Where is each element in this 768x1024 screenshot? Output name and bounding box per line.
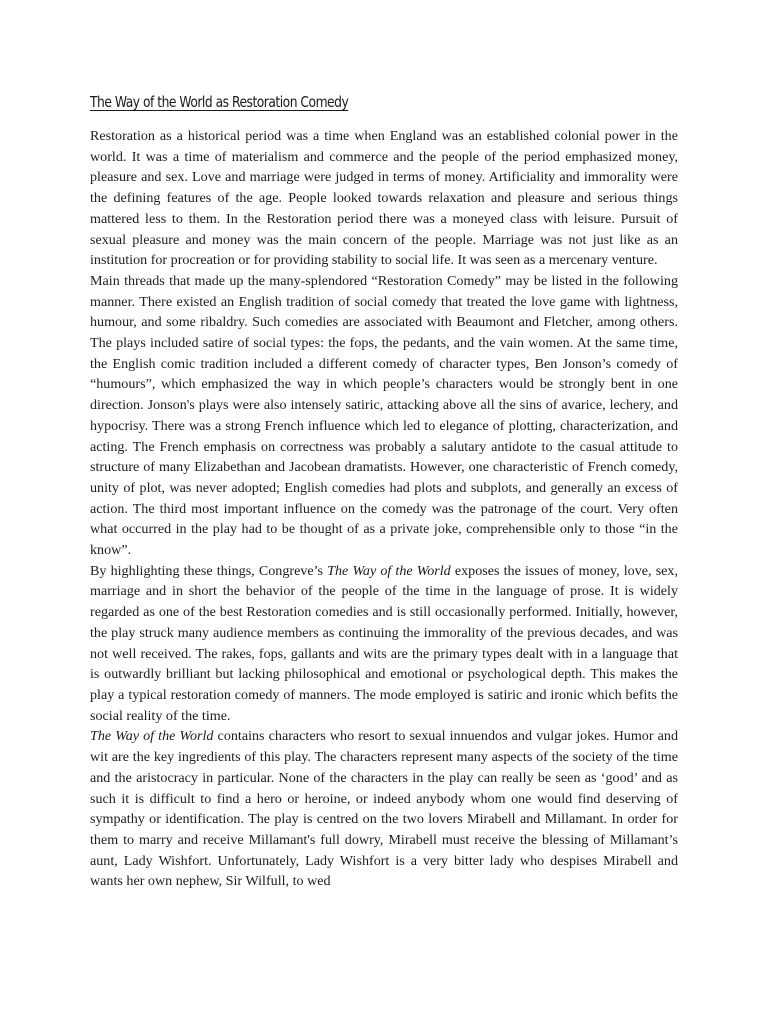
text-run: By highlighting these things, Congreve’s xyxy=(90,562,328,579)
paragraph xyxy=(90,271,678,561)
paragraph xyxy=(90,726,678,892)
paragraph xyxy=(90,126,678,271)
text-run: Main threads that made up the many-splendored “Restoration Comedy” may be listed in the following manner. There existed an English tradition of social comedy that treated the love game with lightness, humour, and some ribaldry. Such comedies are associated with Beaumont and Fletcher, among others. The plays included satire of social types: the fops, the pedants, and the vain women. At the same time, the English comic tradition included a different comedy of character types, Ben Jonson’s comedy of “humours”, which emphasized the way in which people’s characters would be strongly bent in one direction. Jonson's plays were also intensely satiric, attacking above all the sins of avarice, lechery, and hypocrisy. There was a strong French influence which led to elegance of plotting, characterization, and acting. The French emphasis on correctness was probably a salutary antidote to the casual attitude to structure of many Elizabethan and Jacobean dramatists. However, one characteristic of French comedy, unity of plot, was never adopted; English comedies had plots and subplots, and generally an excess of action. The third most important influence on the comedy was the patronage of the court. Very often what occurred in the play had to be thought of as a private joke, comprehensible only to those “in the know”. xyxy=(90,272,678,559)
italic-title-run: The Way of the World xyxy=(327,562,451,579)
text-run: Restoration as a historical period was a time when England was an established colonial power in the world. It was a time of materialism and commerce and the people of the period emphasized money, pleasure and sex. Love and marriage were judged in terms of money. Artificiality and immorality were the defining features of the age. People looked towards relaxation and pleasure and serious things mattered less to them. In the Restoration period there was a moneyed class with leisure. Pursuit of sexual pleasure and money was the main concern of the people. Marriage was not just like as an institution for procreation or for providing stability to social life. It was seen as a mercenary venture. xyxy=(90,128,678,269)
text-run: exposes the issues of money, love, sex, marriage and in short the behavior of the people of the time in the language of prose. It is widely regarded as one of the best Restoration comedies and is still occasionally performed. Initially, however, the play struck many audience members as continuing the immorality of the previous decades, and was not well received. The rakes, fops, gallants and wits are the primary types dealt with in a language that is outwardly brilliant but lacking philosophical and emotional or psychological depth. This makes the play a typical restoration comedy of manners. The mode employed is satiric and ironic which befits the social reality of the time. xyxy=(90,562,679,724)
italic-title-run: The Way of the World xyxy=(90,728,214,745)
document-title: The Way of the World as Restoration Comedy xyxy=(90,93,349,111)
paragraph xyxy=(90,561,678,727)
document-body xyxy=(90,126,678,892)
text-run: contains characters who resort to sexual innuendos and vulgar jokes. Humor and wit are the key ingredients of this play. The characters represent many aspects of the society of the time and the aristocracy in particular. None of the characters in the play can really be seen as ‘good’ and as such it is difficult to find a hero or heroine, or indeed anybody whom one would find deserving of sympathy or identification. The play is centred on the two lovers Mirabell and Millamant. In order for them to marry and receive Millamant's full dowry, Mirabell must receive the blessing of Millamant’s aunt, Lady Wishfort. Unfortunately, Lady Wishfort is a very bitter lady who despises Mirabell and wants her own nephew, Sir Wilfull, to wed xyxy=(90,728,679,890)
